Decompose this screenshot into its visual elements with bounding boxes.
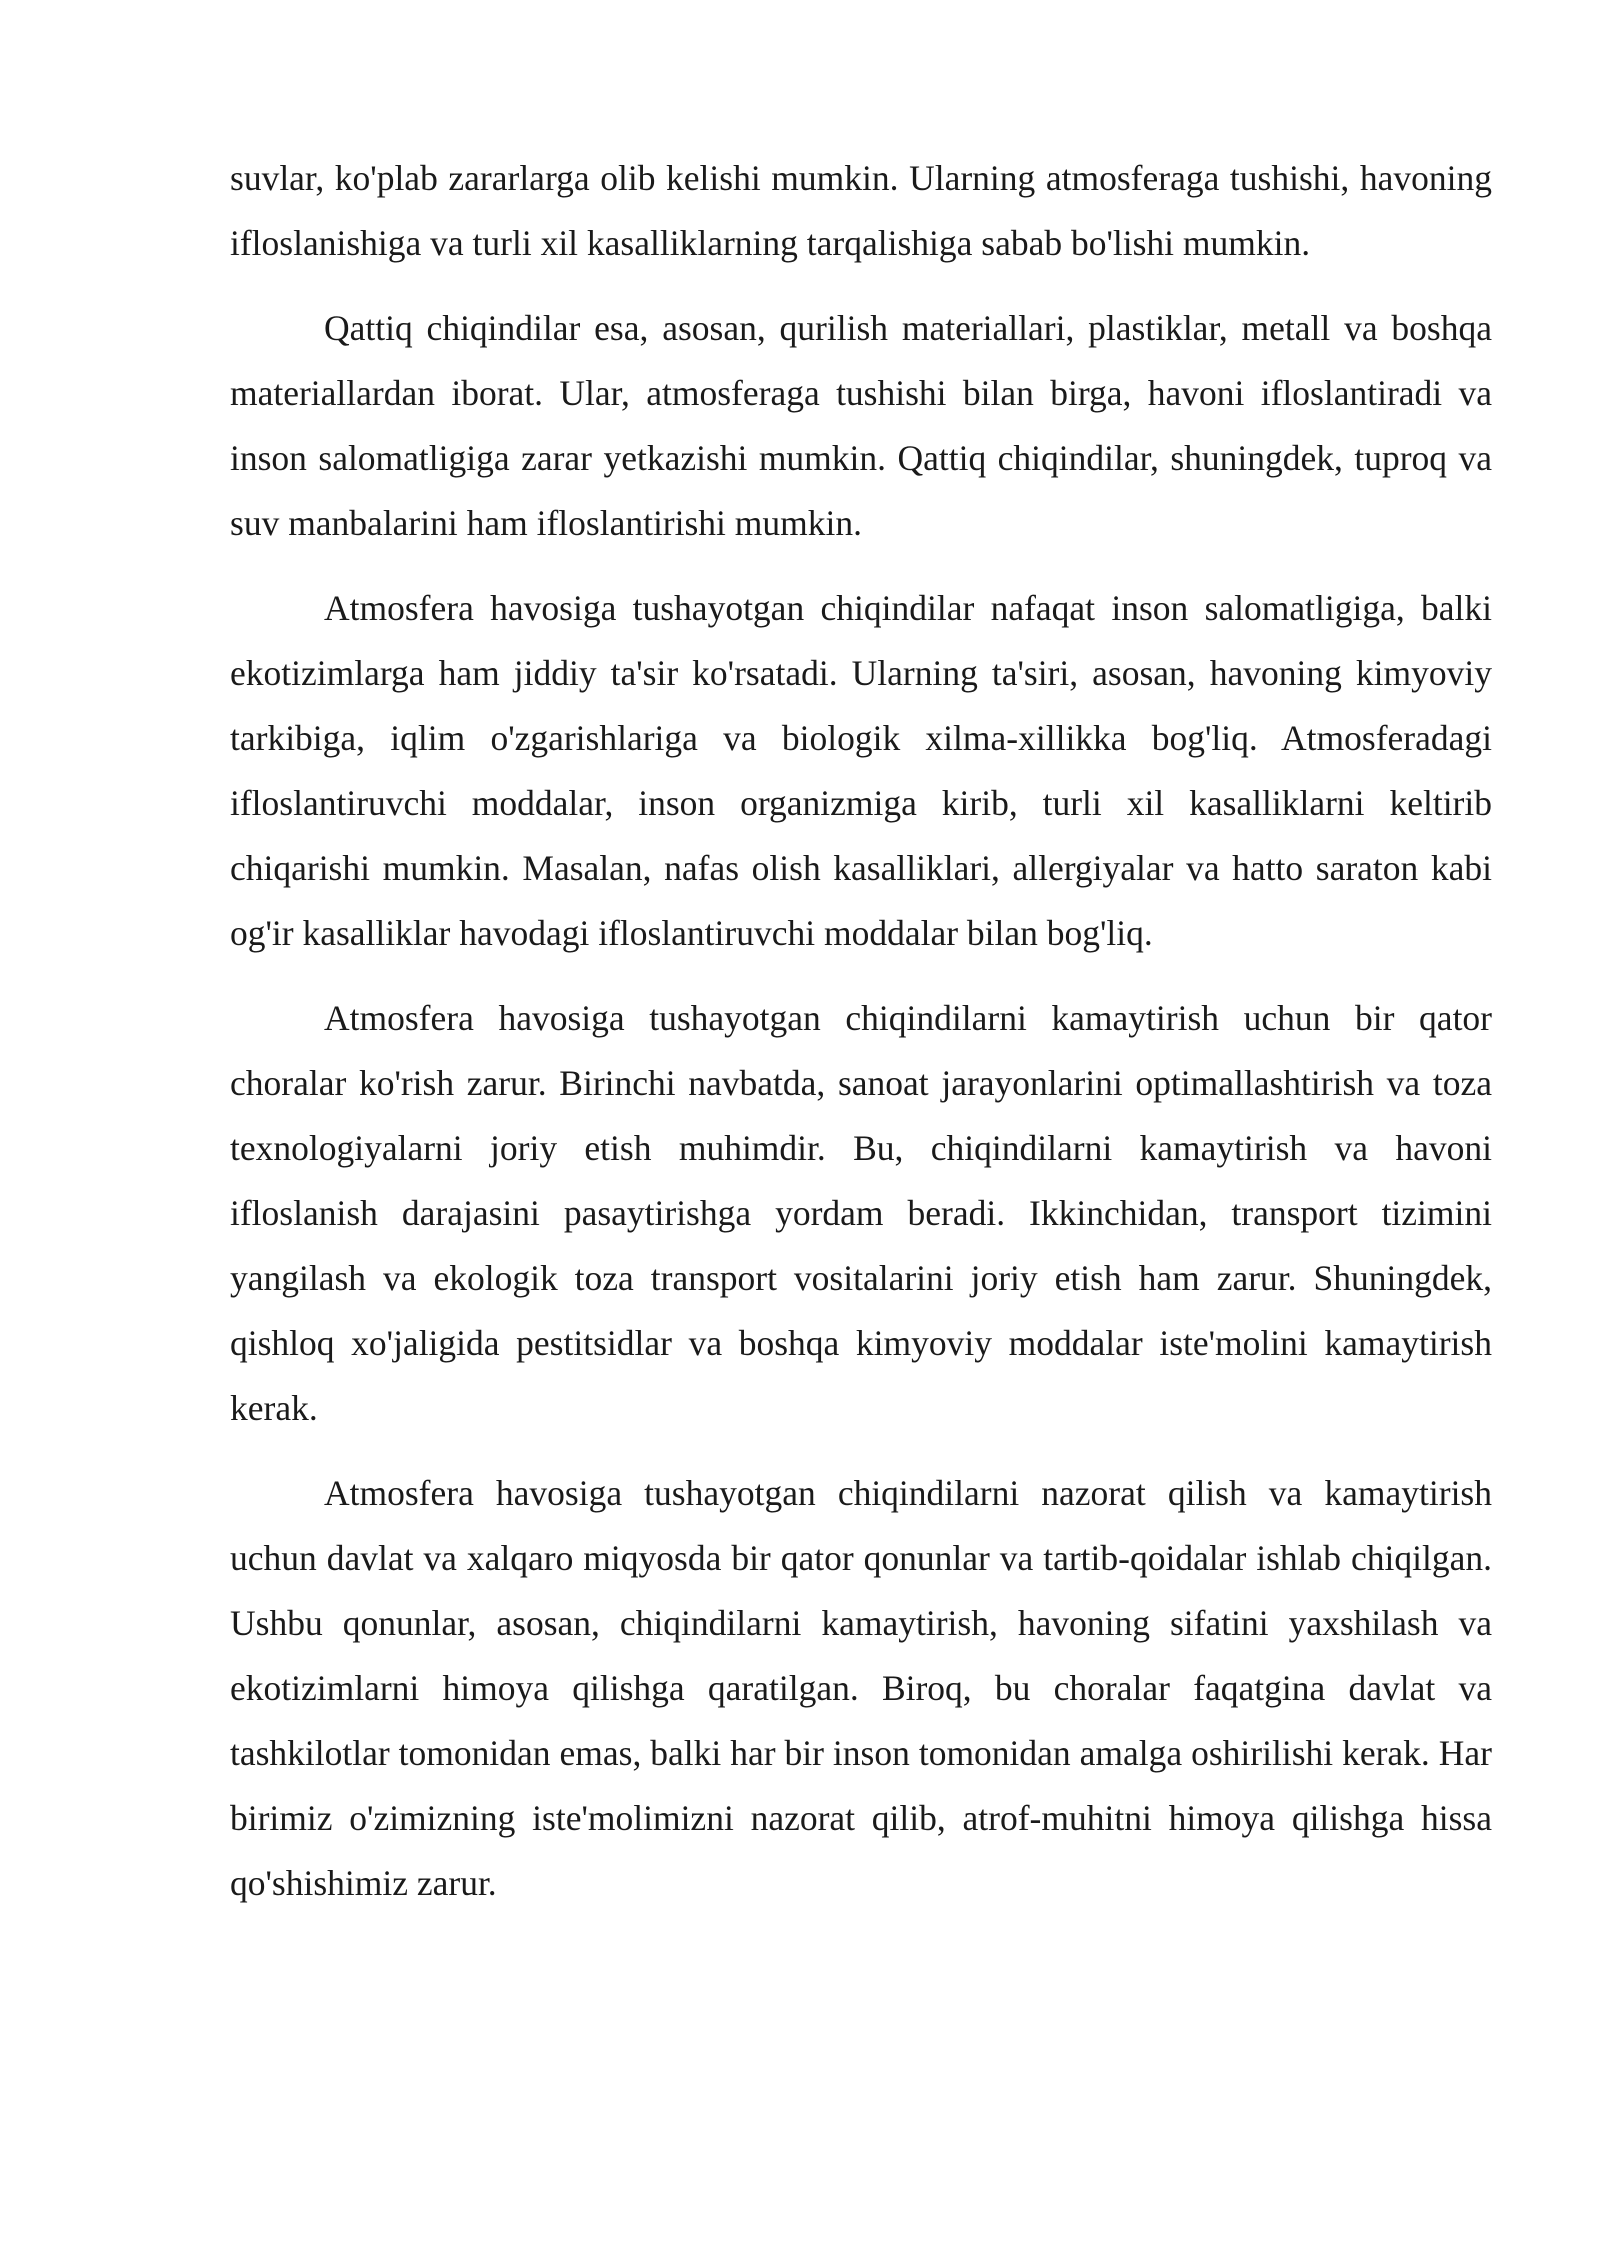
paragraph-continuation: suvlar, ko'plab zararlarga olib kelishi mumkin. Ularning atmosferaga tushishi, havoning ifloslanishiga va turli xil kasalliklarning tarqalishiga sabab bo'lishi mumkin. <box>230 158 1492 263</box>
body-text <box>230 146 1492 1936</box>
paragraph-reduction-measures: Atmosfera havosiga tushayotgan chiqindilarni kamaytirish uchun bir qator choralar ko'rish zarur. Birinchi navbatda, sanoat jarayonlarini optimallashtirish va toza texnologiyalarni joriy etish muhimdir. Bu, chiqindilarni kamaytirish va havoni ifloslanish darajasini pasaytirishga yordam beradi. Ikkinchidan, transport tizimini yangilash va ekologik toza transport vositalarini joriy etish ham zarur. Shuningdek, qishloq xo'jaligida pestitsidlar va boshqa kimyoviy moddalar iste'molini kamaytirish kerak. <box>230 998 1492 1428</box>
paragraph-regulation: Atmosfera havosiga tushayotgan chiqindilarni nazorat qilish va kamaytirish uchun davlat va xalqaro miqyosda bir qator qonunlar va tartib-qoidalar ishlab chiqilgan. Ushbu qonunlar, asosan, chiqindilarni kamaytirish, havoning sifatini yaxshilash va ekotizimlarni himoya qilishga qaratilgan. Biroq, bu choralar faqatgina davlat va tashkilotlar tomonidan emas, balki har bir inson tomonidan amalga oshirilishi kerak. Har birimiz o'zimizning iste'molimizni nazorat qilib, atrof-muhitni himoya qilishga hissa qo'shishimiz zarur. <box>230 1473 1492 1903</box>
paragraph-health-ecosystems: Atmosfera havosiga tushayotgan chiqindilar nafaqat inson salomatligiga, balki ekotizimlarga ham jiddiy ta'sir ko'rsatadi. Ularning ta'siri, asosan, havoning kimyoviy tarkibiga, iqlim o'zgarishlariga va biologik xilma-xillikka bog'liq. Atmosferadagi ifloslantiruvchi moddalar, inson organizmiga kirib, turli xil kasalliklarni keltirib chiqarishi mumkin. Masalan, nafas olish kasalliklari, allergiyalar va hatto saraton kabi og'ir kasalliklar havodagi ifloslantiruvchi moddalar bilan bog'liq. <box>230 588 1492 953</box>
paragraph-solid-waste: Qattiq chiqindilar esa, asosan, qurilish materiallari, plastiklar, metall va boshqa materiallardan iborat. Ular, atmosferaga tushishi bilan birga, havoni ifloslantiradi va inson salomatligiga zarar yetkazishi mumkin. Qattiq chiqindilar, shuningdek, tuproq va suv manbalarini ham ifloslantirishi mumkin. <box>230 308 1492 543</box>
